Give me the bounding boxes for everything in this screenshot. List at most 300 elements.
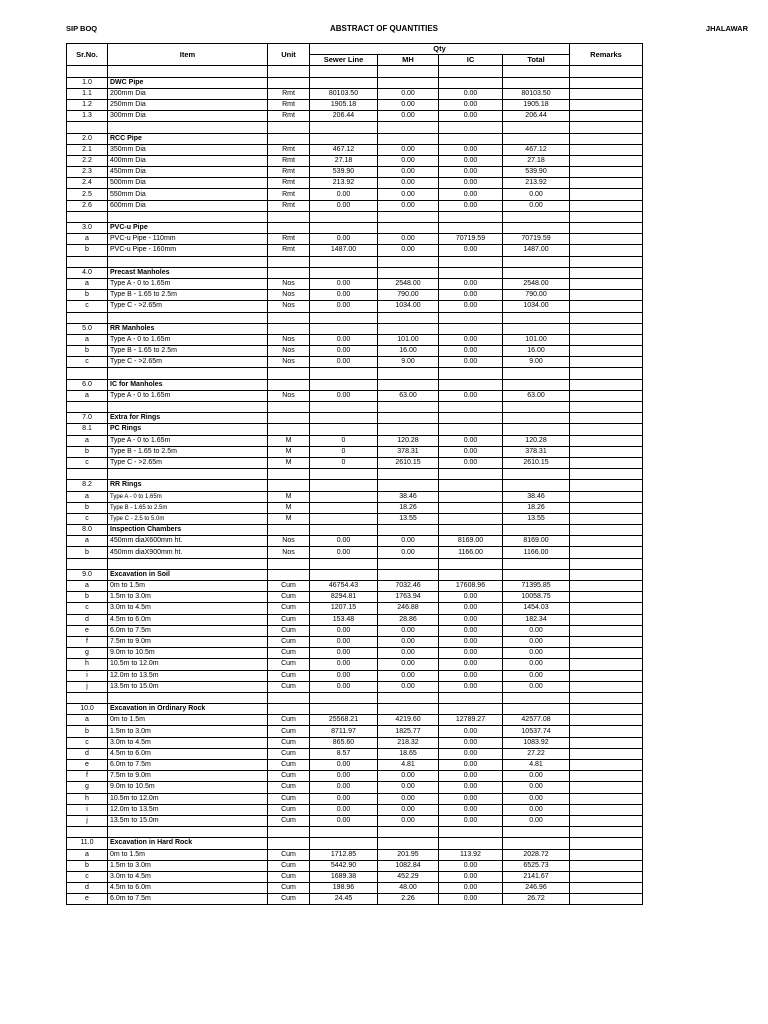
table-row [67, 581, 643, 592]
cell-sewer-line [310, 267, 378, 278]
cell-item [108, 211, 268, 222]
cell-unit: Nos [268, 290, 310, 301]
cell-total [503, 525, 570, 536]
cell-item: Type B - 1.65 to 2.5m [108, 290, 268, 301]
cell-total: 120.28 [503, 435, 570, 446]
cell-mh: 1763.94 [378, 592, 439, 603]
cell-item: IC for Manholes [108, 379, 268, 390]
cell-sewer-line: 198.96 [310, 883, 378, 894]
cell-mh [378, 402, 439, 413]
cell-sewer-line [310, 413, 378, 424]
table-row [67, 334, 643, 345]
cell-remarks [570, 692, 643, 703]
cell-item: 600mm Dia [108, 200, 268, 211]
cell-unit [268, 312, 310, 323]
cell-srno: b [67, 592, 108, 603]
cell-unit: Nos [268, 334, 310, 345]
cell-unit: Rmt [268, 99, 310, 110]
table-row [67, 569, 643, 580]
cell-srno: g [67, 648, 108, 659]
cell-ic [439, 379, 503, 390]
col-header-qty: Qty [310, 44, 570, 55]
cell-sewer-line [310, 323, 378, 334]
cell-ic: 0.00 [439, 155, 503, 166]
cell-unit [268, 368, 310, 379]
cell-mh: 452.29 [378, 871, 439, 882]
table-row [67, 446, 643, 457]
cell-srno: 5.0 [67, 323, 108, 334]
cell-item: 1.5m to 3.0m [108, 592, 268, 603]
cell-item: 300mm Dia [108, 111, 268, 122]
cell-ic [439, 211, 503, 222]
cell-sewer-line [310, 692, 378, 703]
cell-mh: 0.00 [378, 536, 439, 547]
cell-mh: 0.00 [378, 200, 439, 211]
table-row [67, 815, 643, 826]
cell-mh: 2.26 [378, 894, 439, 905]
cell-mh [378, 223, 439, 234]
cell-item: Type A - 0 to 1.65m [108, 334, 268, 345]
cell-sewer-line: 0.00 [310, 301, 378, 312]
cell-item [108, 368, 268, 379]
cell-sewer-line: 0.00 [310, 771, 378, 782]
table-row [67, 368, 643, 379]
cell-total: 8169.00 [503, 536, 570, 547]
cell-remarks [570, 223, 643, 234]
cell-remarks [570, 871, 643, 882]
cell-unit: Cum [268, 771, 310, 782]
cell-item: 500mm Dia [108, 178, 268, 189]
table-row [67, 636, 643, 647]
cell-srno: a [67, 334, 108, 345]
cell-srno: 1.0 [67, 77, 108, 88]
table-row [67, 200, 643, 211]
cell-total: 63.00 [503, 390, 570, 401]
cell-mh: 18.26 [378, 502, 439, 513]
cell-ic: 0.00 [439, 334, 503, 345]
cell-ic: 70719.59 [439, 234, 503, 245]
cell-remarks [570, 379, 643, 390]
cell-mh: 201.95 [378, 849, 439, 860]
cell-srno [67, 692, 108, 703]
cell-sewer-line: 46754.43 [310, 581, 378, 592]
cell-srno: 2.5 [67, 189, 108, 200]
cell-item: Type A - 0 to 1.65m [108, 278, 268, 289]
cell-unit: Rmt [268, 88, 310, 99]
cell-mh: 1034.00 [378, 301, 439, 312]
cell-total: 0.00 [503, 200, 570, 211]
cell-item: RCC Pipe [108, 133, 268, 144]
cell-ic [439, 402, 503, 413]
cell-sewer-line: 0 [310, 435, 378, 446]
cell-total [503, 133, 570, 144]
cell-remarks [570, 636, 643, 647]
cell-total [503, 77, 570, 88]
col-header-total: Total [503, 55, 570, 66]
cell-remarks [570, 155, 643, 166]
cell-ic [439, 558, 503, 569]
cell-sewer-line [310, 66, 378, 77]
cell-remarks [570, 301, 643, 312]
cell-remarks [570, 99, 643, 110]
cell-sewer-line: 206.44 [310, 111, 378, 122]
cell-ic: 0.00 [439, 815, 503, 826]
cell-mh [378, 312, 439, 323]
cell-remarks [570, 435, 643, 446]
cell-sewer-line: 0.00 [310, 815, 378, 826]
table-row [67, 390, 643, 401]
cell-srno: 2.2 [67, 155, 108, 166]
cell-total [503, 704, 570, 715]
cell-sewer-line: 8.57 [310, 748, 378, 759]
cell-srno: 8.1 [67, 424, 108, 435]
cell-ic: 0.00 [439, 457, 503, 468]
cell-total: 378.31 [503, 446, 570, 457]
cell-total: 4.81 [503, 760, 570, 771]
cell-total [503, 827, 570, 838]
cell-unit [268, 77, 310, 88]
cell-sewer-line: 153.48 [310, 614, 378, 625]
cell-remarks [570, 480, 643, 491]
cell-remarks [570, 312, 643, 323]
cell-sewer-line: 0.00 [310, 625, 378, 636]
cell-unit: Nos [268, 346, 310, 357]
cell-total [503, 402, 570, 413]
cell-total: 0.00 [503, 648, 570, 659]
cell-remarks [570, 77, 643, 88]
cell-remarks [570, 838, 643, 849]
cell-sewer-line [310, 223, 378, 234]
cell-item: PC Rings [108, 424, 268, 435]
cell-mh: 0.00 [378, 178, 439, 189]
table-row [67, 804, 643, 815]
cell-remarks [570, 883, 643, 894]
cell-unit: Cum [268, 748, 310, 759]
cell-total: 38.46 [503, 491, 570, 502]
cell-ic: 0.00 [439, 357, 503, 368]
cell-ic [439, 692, 503, 703]
table-row [67, 883, 643, 894]
cell-sewer-line [310, 312, 378, 323]
table-row [67, 513, 643, 524]
cell-item: Precast Manholes [108, 267, 268, 278]
cell-total: 0.00 [503, 771, 570, 782]
cell-item: RR Rings [108, 480, 268, 491]
cell-unit: Cum [268, 726, 310, 737]
cell-srno: h [67, 659, 108, 670]
cell-sewer-line: 1207.15 [310, 603, 378, 614]
cell-remarks [570, 122, 643, 133]
cell-srno: e [67, 625, 108, 636]
cell-remarks [570, 178, 643, 189]
table-row [67, 122, 643, 133]
cell-unit: Rmt [268, 144, 310, 155]
cell-ic: 113.92 [439, 849, 503, 860]
cell-item: 3.0m to 4.5m [108, 737, 268, 748]
cell-total [503, 223, 570, 234]
cell-ic: 0.00 [439, 200, 503, 211]
cell-ic: 0.00 [439, 782, 503, 793]
cell-mh: 0.00 [378, 804, 439, 815]
cell-unit: Rmt [268, 167, 310, 178]
cell-srno: j [67, 681, 108, 692]
cell-item: 10.5m to 12.0m [108, 659, 268, 670]
cell-sewer-line: 27.18 [310, 155, 378, 166]
cell-total: 0.00 [503, 189, 570, 200]
cell-item: Type A - 0 to 1.65m [108, 491, 268, 502]
cell-total: 80103.50 [503, 88, 570, 99]
cell-total: 27.22 [503, 748, 570, 759]
cell-unit: Cum [268, 603, 310, 614]
cell-mh: 0.00 [378, 782, 439, 793]
cell-ic [439, 312, 503, 323]
cell-total: 2610.15 [503, 457, 570, 468]
cell-item: 250mm Dia [108, 99, 268, 110]
cell-total: 0.00 [503, 659, 570, 670]
cell-remarks [570, 625, 643, 636]
cell-item: 13.5m to 15.0m [108, 681, 268, 692]
table-row [67, 189, 643, 200]
cell-sewer-line [310, 491, 378, 502]
cell-unit [268, 379, 310, 390]
cell-remarks [570, 256, 643, 267]
cell-unit [268, 267, 310, 278]
table-row [67, 99, 643, 110]
cell-total: 1905.18 [503, 99, 570, 110]
cell-item: 6.0m to 7.5m [108, 625, 268, 636]
cell-srno: 1.1 [67, 88, 108, 99]
cell-srno [67, 66, 108, 77]
cell-mh: 7032.46 [378, 581, 439, 592]
cell-unit [268, 133, 310, 144]
cell-sewer-line: 0.00 [310, 782, 378, 793]
cell-unit: M [268, 513, 310, 524]
cell-unit: M [268, 446, 310, 457]
cell-srno: a [67, 536, 108, 547]
cell-ic [439, 424, 503, 435]
cell-srno: 6.0 [67, 379, 108, 390]
cell-item: Type C - >2.65m [108, 357, 268, 368]
cell-total: 0.00 [503, 636, 570, 647]
table-row [67, 435, 643, 446]
cell-total [503, 469, 570, 480]
cell-item: Type B - 1.65 to 2.5m [108, 502, 268, 513]
cell-ic: 0.00 [439, 625, 503, 636]
cell-unit [268, 323, 310, 334]
cell-remarks [570, 88, 643, 99]
cell-srno: b [67, 245, 108, 256]
table-row [67, 871, 643, 882]
cell-mh: 0.00 [378, 155, 439, 166]
cell-remarks [570, 413, 643, 424]
cell-sewer-line: 0.00 [310, 760, 378, 771]
cell-total: 206.44 [503, 111, 570, 122]
cell-unit [268, 469, 310, 480]
cell-unit: Cum [268, 849, 310, 860]
cell-remarks [570, 558, 643, 569]
cell-total: 0.00 [503, 815, 570, 826]
cell-sewer-line: 0.00 [310, 670, 378, 681]
table-row [67, 894, 643, 905]
cell-ic: 0.00 [439, 894, 503, 905]
cell-ic: 12789.27 [439, 715, 503, 726]
cell-srno: 3.0 [67, 223, 108, 234]
cell-ic: 1166.00 [439, 547, 503, 558]
cell-mh [378, 379, 439, 390]
table-row [67, 133, 643, 144]
cell-srno: c [67, 357, 108, 368]
cell-item: Type A - 0 to 1.65m [108, 435, 268, 446]
cell-unit: Cum [268, 883, 310, 894]
table-row [67, 860, 643, 871]
cell-unit: Rmt [268, 234, 310, 245]
cell-srno [67, 469, 108, 480]
cell-mh [378, 704, 439, 715]
cell-ic: 17608.96 [439, 581, 503, 592]
cell-mh: 101.00 [378, 334, 439, 345]
cell-ic [439, 267, 503, 278]
table-row [67, 245, 643, 256]
cell-item: Type C - 2.5 to 5.0m [108, 513, 268, 524]
cell-ic: 0.00 [439, 301, 503, 312]
table-row [67, 681, 643, 692]
cell-sewer-line [310, 402, 378, 413]
table-row [67, 692, 643, 703]
cell-sewer-line: 5442.90 [310, 860, 378, 871]
cell-sewer-line: 0.00 [310, 659, 378, 670]
cell-mh: 28.86 [378, 614, 439, 625]
cell-ic [439, 480, 503, 491]
table-row [67, 760, 643, 771]
cell-total: 213.92 [503, 178, 570, 189]
table-row [67, 312, 643, 323]
cell-remarks [570, 771, 643, 782]
cell-srno: b [67, 346, 108, 357]
cell-remarks [570, 659, 643, 670]
cell-remarks [570, 446, 643, 457]
cell-total [503, 413, 570, 424]
cell-ic: 0.00 [439, 871, 503, 882]
cell-unit: M [268, 435, 310, 446]
cell-remarks [570, 144, 643, 155]
cell-item [108, 122, 268, 133]
cell-srno: 1.2 [67, 99, 108, 110]
cell-total: 1083.92 [503, 737, 570, 748]
cell-ic [439, 122, 503, 133]
cell-ic: 0.00 [439, 648, 503, 659]
cell-mh: 2548.00 [378, 278, 439, 289]
cell-unit: Cum [268, 592, 310, 603]
cell-total: 42577.08 [503, 715, 570, 726]
cell-ic: 0.00 [439, 178, 503, 189]
cell-ic: 0.00 [439, 111, 503, 122]
cell-srno [67, 122, 108, 133]
cell-mh: 120.28 [378, 435, 439, 446]
cell-ic: 0.00 [439, 278, 503, 289]
table-row [67, 603, 643, 614]
col-header-item: Item [108, 44, 268, 66]
cell-sewer-line: 1905.18 [310, 99, 378, 110]
cell-remarks [570, 614, 643, 625]
cell-remarks [570, 211, 643, 222]
cell-sewer-line [310, 513, 378, 524]
cell-srno: 4.0 [67, 267, 108, 278]
cell-unit: Nos [268, 357, 310, 368]
cell-mh: 16.00 [378, 346, 439, 357]
cell-item [108, 256, 268, 267]
cell-total: 101.00 [503, 334, 570, 345]
cell-item: 7.5m to 9.0m [108, 636, 268, 647]
cell-unit [268, 480, 310, 491]
cell-item [108, 558, 268, 569]
cell-mh: 0.00 [378, 670, 439, 681]
cell-unit: Cum [268, 871, 310, 882]
cell-mh: 218.32 [378, 737, 439, 748]
cell-mh [378, 424, 439, 435]
cell-srno: a [67, 715, 108, 726]
cell-srno: 2.0 [67, 133, 108, 144]
table-body [67, 66, 643, 905]
cell-mh: 48.00 [378, 883, 439, 894]
cell-total [503, 267, 570, 278]
cell-mh [378, 838, 439, 849]
cell-total: 2028.72 [503, 849, 570, 860]
header-right-label: JHALAWAR [705, 24, 748, 33]
cell-total [503, 211, 570, 222]
cell-ic [439, 77, 503, 88]
cell-ic: 0.00 [439, 290, 503, 301]
cell-item [108, 469, 268, 480]
cell-total [503, 256, 570, 267]
table-row [67, 357, 643, 368]
cell-mh [378, 323, 439, 334]
cell-remarks [570, 536, 643, 547]
cell-ic: 0.00 [439, 748, 503, 759]
cell-ic: 0.00 [439, 245, 503, 256]
cell-unit [268, 402, 310, 413]
cell-remarks [570, 547, 643, 558]
cell-total: 0.00 [503, 782, 570, 793]
cell-srno: a [67, 491, 108, 502]
cell-remarks [570, 111, 643, 122]
cell-srno [67, 827, 108, 838]
cell-ic: 0.00 [439, 737, 503, 748]
cell-item: Type B - 1.65 to 2.5m [108, 446, 268, 457]
cell-remarks [570, 782, 643, 793]
cell-unit [268, 66, 310, 77]
cell-remarks [570, 715, 643, 726]
cell-mh [378, 692, 439, 703]
cell-srno: c [67, 457, 108, 468]
cell-item: PVC-u Pipe [108, 223, 268, 234]
cell-remarks [570, 234, 643, 245]
cell-total: 2141.67 [503, 871, 570, 882]
cell-remarks [570, 513, 643, 524]
cell-ic [439, 413, 503, 424]
cell-item: 200mm Dia [108, 88, 268, 99]
cell-ic [439, 469, 503, 480]
table-row [67, 234, 643, 245]
cell-item: 12.0m to 13.5m [108, 670, 268, 681]
cell-unit: Rmt [268, 155, 310, 166]
table-row [67, 290, 643, 301]
cell-sewer-line [310, 480, 378, 491]
cell-sewer-line [310, 379, 378, 390]
cell-unit: Cum [268, 648, 310, 659]
cell-total [503, 692, 570, 703]
cell-remarks [570, 245, 643, 256]
cell-sewer-line [310, 424, 378, 435]
